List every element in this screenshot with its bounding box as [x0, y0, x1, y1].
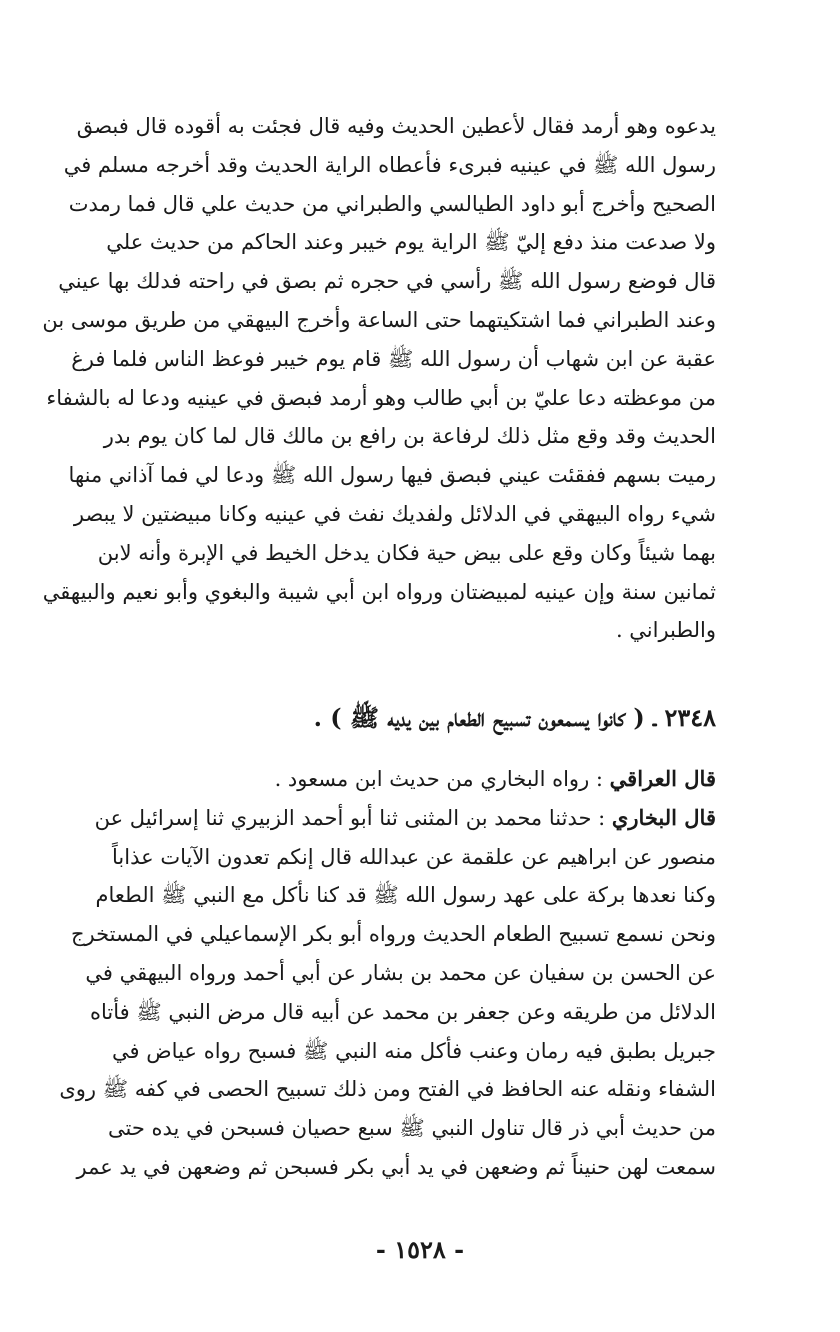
- text-line: من حديث أبي ذر قال تناول النبي ﷺ سبع حصيان فسبحن في يده حتى: [108, 1116, 716, 1141]
- text-line: ونحن نسمع تسبيح الطعام الحديث ورواه أبو بكر الإسماعيلي في المستخرج: [70, 922, 716, 947]
- iraqi-text: : رواه البخاري من حديث ابن مسعود .: [274, 767, 603, 791]
- bukhari-label: قال البخاري: [611, 804, 716, 830]
- text-line: منصور عن ابراهيم عن علقمة عن عبدالله قال إنكم تعدون الآيات عذاباً: [112, 844, 716, 869]
- text-line: جبريل بطبق فيه رمان وعنب فأكل منه النبي ﷺ فسبح رواه عياض في: [112, 1038, 716, 1063]
- text-line: الدلائل من طريقه وعن جعفر بن محمد عن أبيه قال مرض النبي ﷺ فأتاه: [90, 999, 716, 1024]
- text-line: والطبراني .: [615, 618, 716, 643]
- text-line: شيء رواه البيهقي في الدلائل ولفديك نفث في عينيه وكانا مبيضتين لا يبصر: [73, 501, 716, 526]
- text-line: من موعظته دعا عليّ بن أبي طالب وهو أرمد فبصق في عينيه ودعا له بالشفاء: [46, 385, 716, 410]
- text-line: قال فوضع رسول الله ﷺ رأسي في حجره ثم بصق في راحته فدلك بها عيني: [58, 269, 716, 294]
- text-line: بهما شيئاً وكان وقع على بيض حية فكان يدخل الخيط في الإبرة وأنه لابن: [97, 540, 716, 565]
- text-line: الشفاء ونقله عنه الحافظ في الفتح ومن ذلك تسبيح الحصى في كفه ﷺ روى: [59, 1077, 716, 1102]
- paragraph-1: [42, 107, 716, 650]
- text-line: ثمانين سنة وإن عينيه لمبيضتان ورواه ابن أبي شيبة والبغوي وأبو نعيم والبيهقي: [42, 579, 716, 604]
- text-line: الصحيح وأخرج أبو داود الطيالسي والطبراني من حديث علي قال فما رمدت: [68, 191, 716, 216]
- text-line: وعند الطبراني فما اشتكيتهما حتى الساعة وأخرج البيهقي من طريق موسى بن: [42, 307, 716, 332]
- text-line: سمعت لهن حنيناً ثم وضعهن في يد أبي بكر فسبحن ثم وضعهن في يد عمر: [76, 1154, 716, 1179]
- text-line: وكنا نعدها بركة على عهد رسول الله ﷺ قد كنا نأكل مع النبي ﷺ الطعام: [95, 883, 716, 908]
- bukhari-text: : حدثنا محمد بن المثنى ثنا أبو أحمد الزبيري ثنا إسرائيل عن: [94, 805, 606, 830]
- bukhari-line: [94, 799, 716, 838]
- iraqi-label: قال العراقي: [609, 766, 716, 791]
- text-line: ولا صدعت منذ دفع إليّ ﷺ الراية يوم خيبر وعند الحاكم من حديث علي: [106, 230, 716, 255]
- text-line: الحديث وقد وقع مثل ذلك لرفاعة بن رافع بن مالك قال لما كان يوم بدر: [103, 424, 716, 449]
- paragraph-2: [59, 760, 716, 1187]
- text-line: رسول الله ﷺ في عينيه فبرىء فأعطاه الراية الحديث وقد أخرجه مسلم في: [63, 152, 716, 177]
- iraqi-line: [112, 760, 716, 799]
- text-line: يدعوه وهو أرمد فقال لأعطين الحديث وفيه قال فجئت به أقوده قال فبصق: [76, 114, 716, 138]
- text-line: عن الحسن بن سفيان عن محمد بن بشار عن أبي أحمد ورواه البيهقي في: [85, 960, 716, 985]
- text-line: عقبة عن ابن شهاب أن رسول الله ﷺ قام يوم خيبر فوعظ الناس فلما فرغ: [71, 346, 716, 371]
- text-line: رميت بسهم ففقئت عيني فبصق فيها رسول الله ﷺ ودعا لي فما آذاني منها: [68, 463, 716, 488]
- hadith-heading: ٢٣٤٨ ـ ( كانوا يسمعون تسبيح الطعام بين يديه ﷺ ) .: [313, 703, 716, 732]
- page-number: - ١٥٢٨ -: [375, 1235, 465, 1264]
